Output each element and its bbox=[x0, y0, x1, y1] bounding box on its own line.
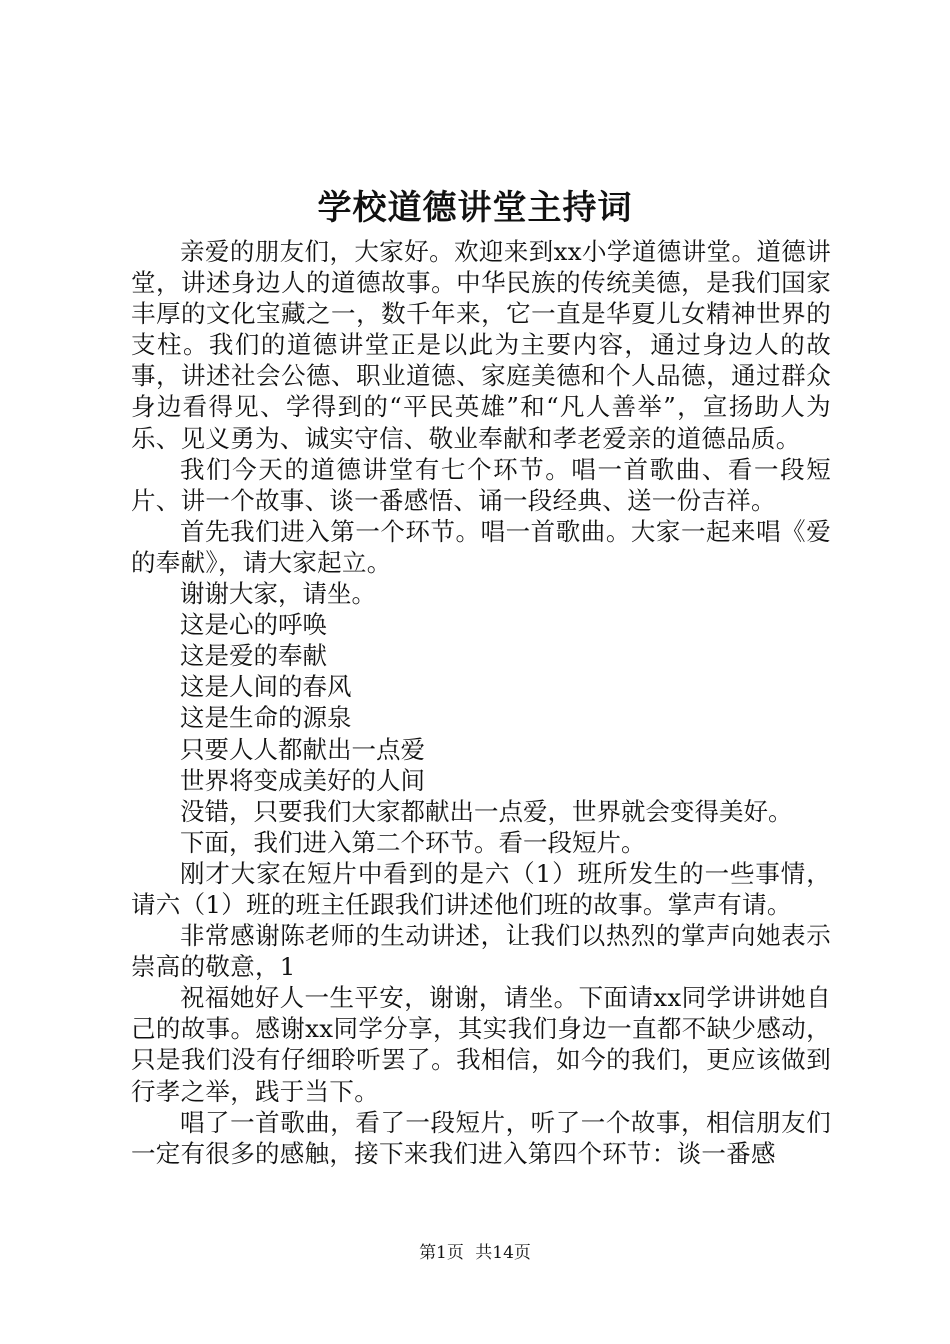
page-footer bbox=[0, 1241, 950, 1265]
lyric-line: 世界将变成美好的人间 bbox=[180, 765, 425, 795]
page-number: 第1页 bbox=[419, 1243, 464, 1263]
lyric-line: 这是人间的春风 bbox=[180, 672, 352, 702]
lyric-line: 只要人人都献出一点爱 bbox=[180, 734, 425, 764]
paragraph-first-section: 首先我们进入第一个环节。唱一首歌曲。大家一起来唱《爱的奉献》，请大家起立。 bbox=[131, 516, 831, 577]
paragraph-thanks: 谢谢大家，请坐。 bbox=[180, 579, 376, 609]
lyric-line: 这是生命的源泉 bbox=[180, 703, 352, 733]
paragraph-thanks-teacher: 非常感谢陈老师的生动讲述，让我们以热烈的掌声向她表示崇高的敬意，1 bbox=[131, 921, 831, 982]
page-total: 共14页 bbox=[475, 1243, 531, 1263]
lyric-line: 这是爱的奉献 bbox=[180, 641, 327, 671]
paragraph-response: 没错，只要我们大家都献出一点爱，世界就会变得美好。 bbox=[180, 796, 793, 826]
document-body bbox=[131, 236, 831, 1169]
paragraph-student-story: 祝福她好人一生平安，谢谢，请坐。下面请xx同学讲讲她自己的故事。感谢xx同学分享，其实我们身边一直都不缺少感动，只是我们没有仔细聆听罢了。我相信，如今的我们，更应该做到行孝之举，践于当下。 bbox=[131, 983, 831, 1106]
document-title: 学校道德讲堂主持词 bbox=[317, 188, 633, 228]
paragraph-story-intro: 刚才大家在短片中看到的是六（1）班所发生的一些事情，请六（1）班的班主任跟我们讲述他们班的故事。掌声有请。 bbox=[131, 858, 831, 919]
paragraph-agenda: 我们今天的道德讲堂有七个环节。唱一首歌曲、看一段短片、讲一个故事、谈一番感悟、诵一段经典、送一份吉祥。 bbox=[131, 454, 831, 515]
paragraph-fourth-section: 唱了一首歌曲，看了一段短片，听了一个故事，相信朋友们一定有很多的感触，接下来我们进入第四个环节：谈一番感 bbox=[131, 1107, 831, 1168]
paragraph-intro: 亲爱的朋友们，大家好。欢迎来到xx小学道德讲堂。道德讲堂，讲述身边人的道德故事。中华民族的传统美德，是我们国家丰厚的文化宝藏之一，数千年来，它一直是华夏儿女精神世界的支柱。我们的道德讲堂正是以此为主要内容，通过身边人的故事，讲述社会公德、职业道德、家庭美德和个人品德，通过群众身边看得见、学得到的“平民英雄”和“凡人善举”，宣扬助人为乐、见义勇为、诚实守信、敬业奉献和孝老爱亲的道德品质。 bbox=[131, 237, 831, 453]
paragraph-second-section: 下面，我们进入第二个环节。看一段短片。 bbox=[180, 827, 646, 857]
lyric-line: 这是心的呼唤 bbox=[180, 610, 327, 640]
